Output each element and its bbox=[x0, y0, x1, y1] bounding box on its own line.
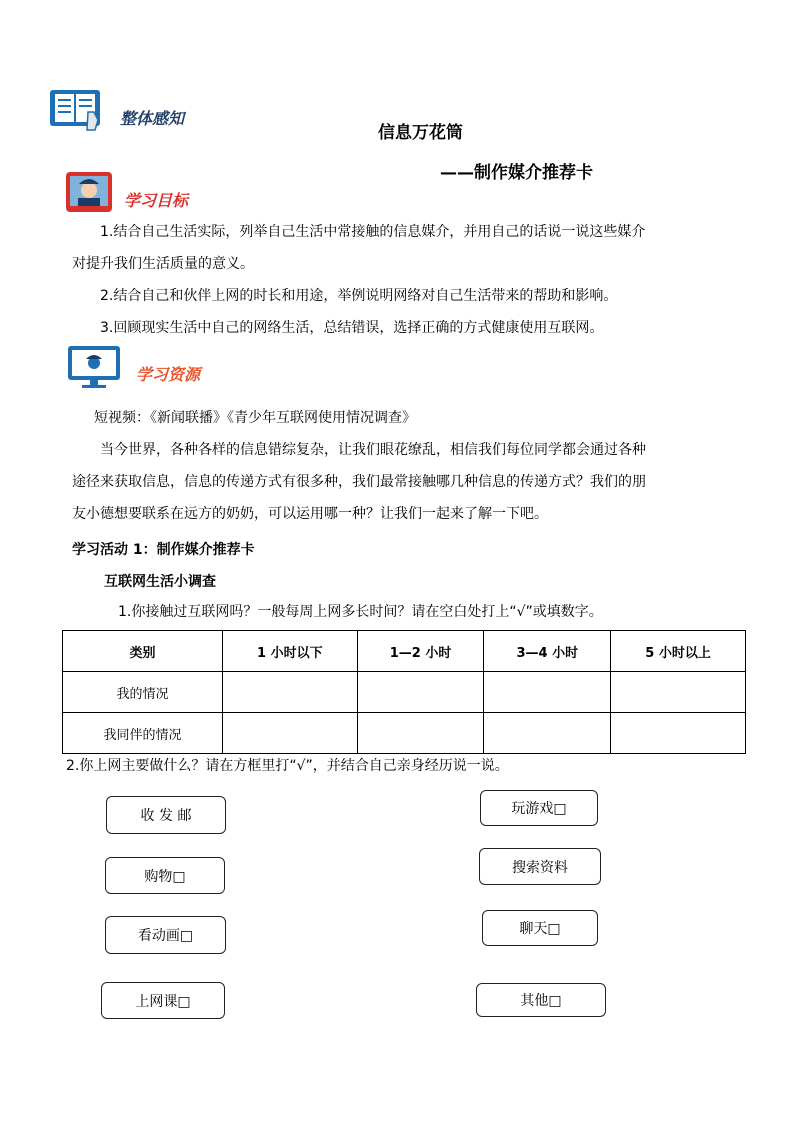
row-label: 我的情况 bbox=[63, 672, 223, 713]
option-search[interactable]: 搜索资料 bbox=[479, 848, 601, 885]
answer-cell[interactable] bbox=[357, 672, 484, 713]
answer-cell[interactable] bbox=[611, 672, 746, 713]
option-online-class[interactable]: 上网课□ bbox=[101, 982, 225, 1019]
goal-line-1: 1.结合自己生活实际，列举自己生活中常接触的信息媒介，并用自己的话说一说这些媒介 bbox=[100, 224, 646, 240]
option-email[interactable]: 收 发 邮 bbox=[106, 796, 226, 834]
table-header-cell: 3—4 小时 bbox=[484, 631, 611, 672]
answer-cell[interactable] bbox=[484, 672, 611, 713]
option-cartoons[interactable]: 看动画□ bbox=[105, 916, 226, 954]
page-subtitle: ——制作媒介推荐卡 bbox=[440, 163, 593, 183]
goal-line-4: 3.回顾现实生活中自己的网络生活，总结错误，选择正确的方式健康使用互联网。 bbox=[100, 320, 604, 336]
section-overview-label: 整体感知 bbox=[120, 109, 185, 128]
table-header-cell: 1 小时以下 bbox=[222, 631, 357, 672]
goal-line-3: 2.结合自己和伙伴上网的时长和用途，举例说明网络对自己生活带来的帮助和影响。 bbox=[100, 288, 618, 304]
table-header-cell: 1—2 小时 bbox=[357, 631, 484, 672]
section-resources-label: 学习资源 bbox=[136, 365, 201, 384]
answer-cell[interactable] bbox=[222, 713, 357, 754]
table-row bbox=[63, 672, 746, 713]
intro-line-2: 途径来获取信息，信息的传递方式有很多种，我们最常接触哪几种信息的传递方式？我们的朋 bbox=[72, 474, 646, 490]
table-header-cell: 类别 bbox=[63, 631, 223, 672]
table-row bbox=[63, 713, 746, 754]
video-resources: 短视频：《新闻联播》《青少年互联网使用情况调查》 bbox=[94, 410, 416, 426]
row-label: 我同伴的情况 bbox=[63, 713, 223, 754]
activity-title: 学习活动 1：制作媒介推荐卡 bbox=[72, 542, 255, 558]
survey-title: 互联网生活小调查 bbox=[104, 574, 216, 590]
goal-line-2: 对提升我们生活质量的意义。 bbox=[72, 256, 254, 272]
question-2: 2.你上网主要做什么？请在方框里打“√”，并结合自己亲身经历说一说。 bbox=[66, 758, 509, 774]
teacher-icon bbox=[64, 166, 114, 216]
book-icon bbox=[48, 86, 106, 132]
table-header-cell: 5 小时以上 bbox=[611, 631, 746, 672]
option-shopping[interactable]: 购物□ bbox=[105, 857, 225, 894]
question-1: 1.你接触过互联网吗？一般每周上网多长时间？请在空白处打上“√”或填数字。 bbox=[118, 604, 603, 620]
page-title: 信息万花筒 bbox=[378, 123, 463, 143]
option-games[interactable]: 玩游戏□ bbox=[480, 790, 598, 826]
survey-table bbox=[62, 630, 746, 754]
answer-cell[interactable] bbox=[222, 672, 357, 713]
intro-line-3: 友小德想要联系在远方的奶奶，可以运用哪一种？让我们一起来了解一下吧。 bbox=[72, 506, 548, 522]
answer-cell[interactable] bbox=[484, 713, 611, 754]
option-other[interactable]: 其他□ bbox=[476, 983, 606, 1017]
answer-cell[interactable] bbox=[357, 713, 484, 754]
section-goals-label: 学习目标 bbox=[124, 191, 189, 210]
answer-cell[interactable] bbox=[611, 713, 746, 754]
intro-line-1: 当今世界，各种各样的信息错综复杂，让我们眼花缭乱，相信我们每位同学都会通过各种 bbox=[100, 442, 646, 458]
option-chat[interactable]: 聊天□ bbox=[482, 910, 598, 946]
monitor-icon bbox=[66, 344, 122, 390]
table-header-row bbox=[63, 631, 746, 672]
